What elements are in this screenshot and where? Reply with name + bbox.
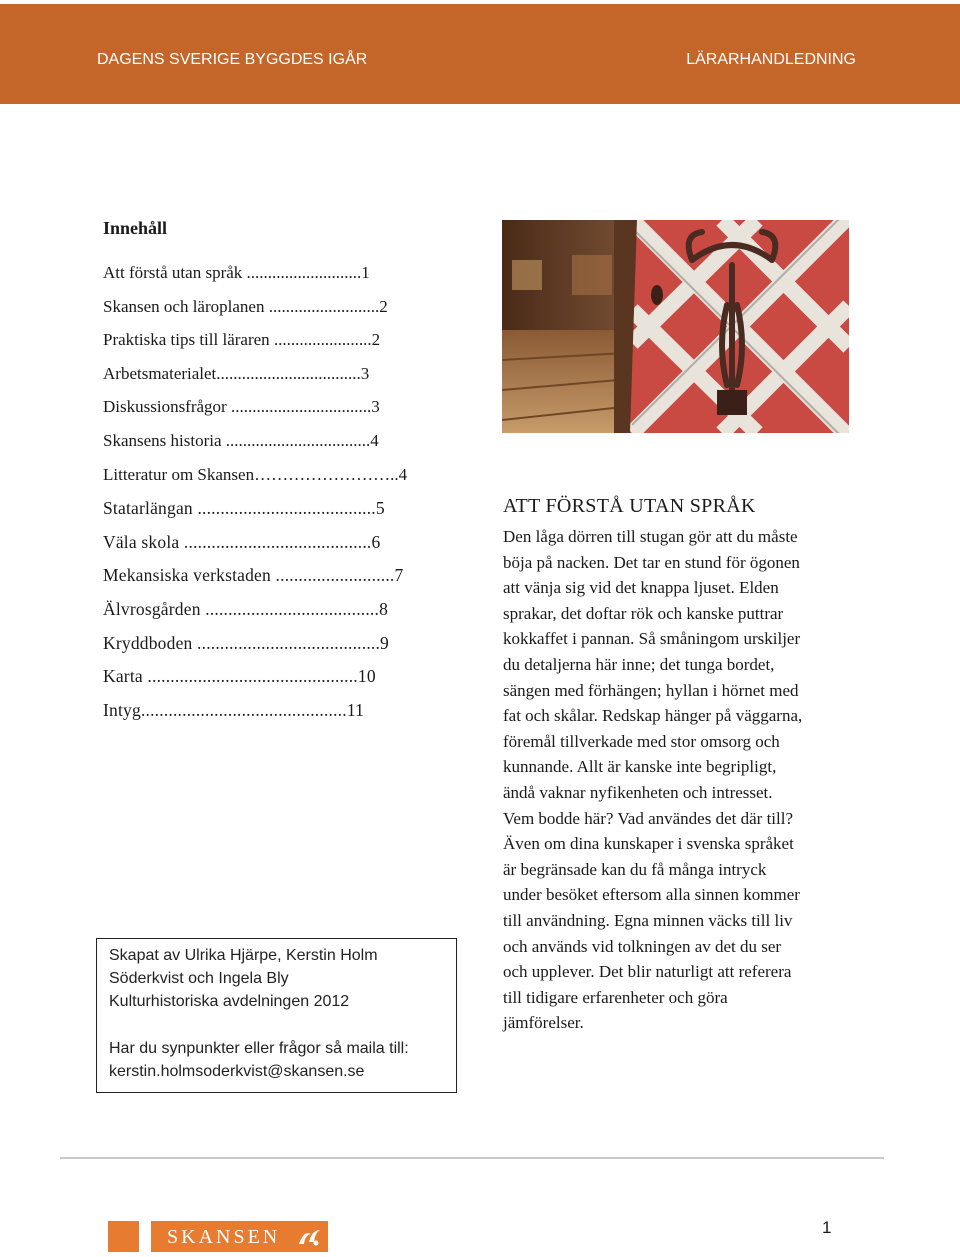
credits-line: Har du synpunkter eller frågor så maila till: <box>109 1040 409 1057</box>
table-of-contents <box>103 259 463 729</box>
article-line: sängen med förhängen; hyllan i hörnet med <box>503 680 799 700</box>
toc-item: Statarlängan .......................................5 <box>103 498 385 519</box>
article-line: sprakar, det doftar rök och kanske puttrar <box>503 603 784 623</box>
logo-text: SKANSEN <box>167 1226 281 1248</box>
article-line: kokkaffet i pannan. Så småningom urskiljer <box>503 629 801 649</box>
toc-item: Intyg.............................................11 <box>103 699 365 720</box>
toc-item: Att förstå utan språk ...........................1 <box>103 263 370 282</box>
door-photo <box>502 220 849 433</box>
credits-line: Skapat av Ulrika Hjärpe, Kerstin Holm <box>109 947 378 964</box>
article-line: Vem bodde här? Vad användes det där till? <box>503 808 794 828</box>
toc-title: Innehåll <box>103 218 168 238</box>
toc-item: Praktiska tips till läraren .......................2 <box>103 330 381 350</box>
page-number: 1 <box>822 1218 832 1237</box>
article-line: och upplever. Det blir naturligt att referera <box>503 962 792 982</box>
article-line: Den låga dörren till stugan gör att du måste <box>503 527 798 546</box>
page-header <box>0 4 960 104</box>
article-line: ändå vaknar nyfikenheten och intresset. <box>503 782 773 802</box>
article-line: kunnande. Allt är kanske inte begripligt, <box>503 757 777 777</box>
article-line: under besöket eftersom alla sinnen kommer <box>503 885 800 905</box>
footer-divider <box>60 1157 884 1159</box>
header-right-title: LÄRARHANDLEDNING <box>686 51 856 68</box>
skansen-emblem-icon <box>296 1226 322 1248</box>
toc-item: Älvrosgården ......................................8 <box>103 598 389 619</box>
article-body <box>503 524 853 1036</box>
toc-item: Skansens historia ..................................4 <box>103 430 379 450</box>
article-line: jämförelser. <box>503 1013 584 1033</box>
article-line: böja på nacken. Det tar en stund för ögonen <box>503 552 800 572</box>
header-left-title: DAGENS SVERIGE BYGGDES IGÅR <box>97 51 368 68</box>
skansen-logo <box>151 1221 328 1252</box>
toc-item: Litteratur om Skansen……………………..4 <box>103 464 408 484</box>
article-line: föremål tillverkade med stor omsorg och <box>503 731 780 751</box>
article-title: ATT FÖRSTÅ UTAN SPRÅK <box>503 495 756 517</box>
credits-line: Kulturhistoriska avdelningen 2012 <box>109 993 350 1010</box>
article-line: Även om dina kunskaper i svenska språket <box>503 834 794 854</box>
footer-accent-square <box>108 1221 139 1252</box>
article-line: och används vid tolkningen av det du ser <box>503 936 782 956</box>
article-line: fat och skålar. Redskap hänger på väggarna, <box>503 706 803 726</box>
article-line: till tidigare erfarenheter och göra <box>503 987 728 1007</box>
article-line: är begränsade kan du få många intryck <box>503 859 767 879</box>
toc-item: Kryddboden ........................................9 <box>103 632 390 653</box>
toc-item: Arbetsmaterialet..................................3 <box>103 363 370 383</box>
article-line: till användning. Egna minnen väcks till liv <box>503 910 793 930</box>
toc-item: Diskussionsfrågor .................................3 <box>103 397 380 417</box>
contact-email: kerstin.holmsoderkvist@skansen.se <box>109 1063 365 1080</box>
toc-item: Karta ..............................................10 <box>103 666 376 687</box>
toc-item: Skansen och läroplanen ..........................2 <box>103 296 388 316</box>
credits-box <box>96 938 457 1093</box>
toc-item: Väla skola .........................................6 <box>103 531 381 552</box>
article-line: att vänja sig vid det knappa ljuset. Elden <box>503 578 779 598</box>
article-line: du detaljerna här inne; det tunga bordet, <box>503 654 775 674</box>
credits-line: Söderkvist och Ingela Bly <box>109 970 289 987</box>
toc-item: Mekansiska verkstaden ..........................7 <box>103 565 404 586</box>
